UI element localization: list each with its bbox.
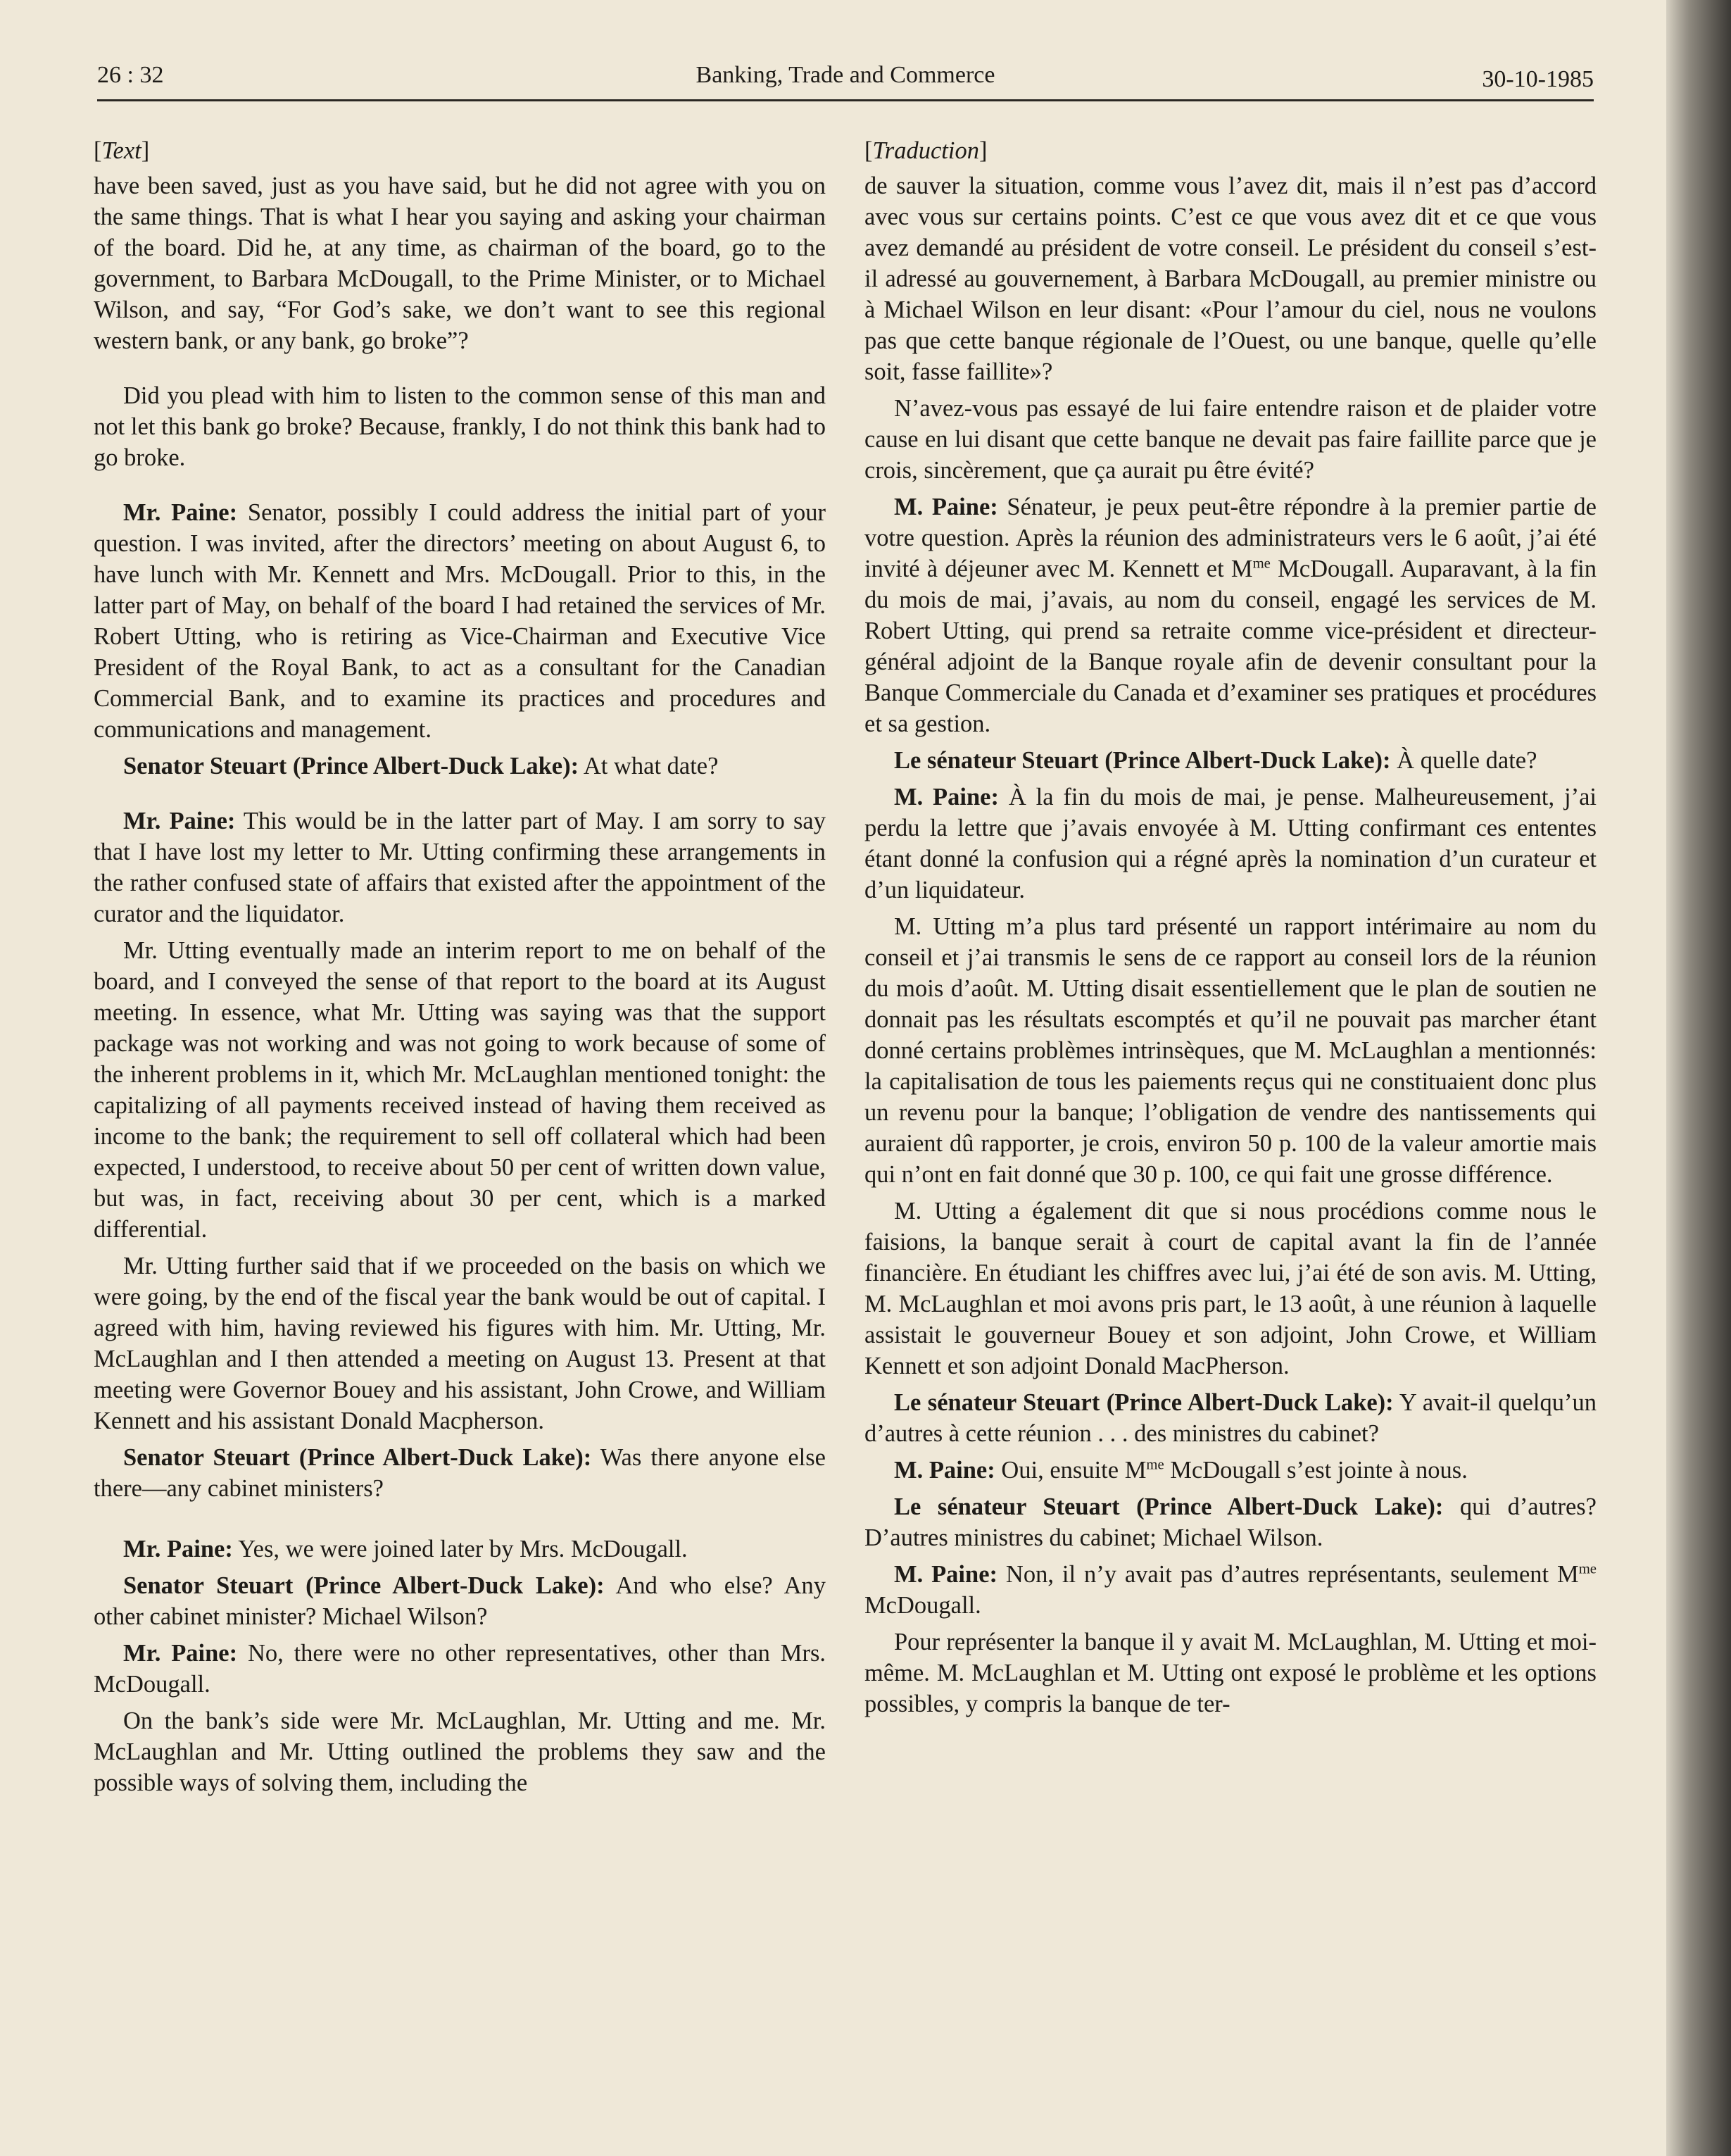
paragraph: Le sénateur Steuart (Prince Albert-Duck Lake): Y avait-il quelqu’un d’autres à cette réunion . . . des ministres du cabinet?: [864, 1389, 1597, 1447]
speaker: Mr. Paine:: [123, 1640, 238, 1667]
paragraph: M. Utting a également dit que si nous procédions comme nous le faisions, la banque serait à court de capital avant la fin de l’année financière. En étudiant les chiffres avec lui, j’ai été de son avis. M. Utting, M. McLaughlan et moi avons pris part, le 13 août, à une réunion à laquelle assistait le gouverneur Bouey et son adjoint, John Crowe, et William Kennett et son adjoint Donald MacPherson.: [864, 1198, 1597, 1379]
paragraph: N’avez-vous pas essayé de lui faire entendre raison et de plaider votre cause en lui disant que cette banque ne devait pas faire faillite parce que je crois, sincèrement, que ça aurait pu être évité?: [864, 395, 1597, 484]
paragraph: Senator Steuart (Prince Albert-Duck Lake): At what date?: [123, 753, 719, 779]
header-title: Banking, Trade and Commerce: [695, 62, 995, 88]
paragraph: Senator Steuart (Prince Albert-Duck Lake): And who else? Any other cabinet minister? Michael Wilson?: [94, 1572, 826, 1630]
paragraph: M. Utting m’a plus tard présenté un rapport intérimaire au nom du conseil et j’ai transmis le sens de ce rapport au conseil lors de la réunion du mois d’août. M. Utting disait essentiellement que le plan de soutien ne donnait pas les résultats escomptés et qu’il ne pouvait pas marcher étant donné certains problèmes intrinsèques, que M. McLaughlan a mentionnés: la capitalisation de tous les paiements reçus qui ne constituaient donc plus un revenu pour la banque; l’obligation de vendre des nantissements qui auraient dû rapporter, je crois, environ 50 p. 100 de la valeur amortie mais qui n’ont en fait donné que 30 p. 100, ce qui fait une grosse différence.: [864, 913, 1597, 1188]
column-label: [Traduction]: [864, 137, 988, 164]
french-column: [864, 135, 1597, 1725]
speaker: M. Paine:: [894, 784, 999, 810]
paragraph: M. Paine: À la fin du mois de mai, je pense. Malheureusement, j’ai perdu la lettre que j’avais envoyée à M. Utting confirmant ces ententes étant donné la confusion qui a régné après la nomination d’un curateur et d’un liquidateur.: [864, 784, 1597, 903]
header-rule: [97, 99, 1594, 101]
paragraph: M. Paine: Sénateur, je peux peut-être répondre à la premier partie de votre question. Après la réunion des administrateurs vers le 6 août, j’ai été invité à déjeuner avec M. Kennett et $M^{me}$ McDougall. Auparavant, à la fin du mois de mai, j’avais, au nom du conseil, engagé les services de M. Robert Utting, qui prend sa retraite comme vice-président et directeur-général adjoint de la Banque royale afin de devenir consultant pour la Banque Commerciale du Canada et d’examiner ses pratiques et procédures et sa gestion.: [864, 494, 1597, 737]
speaker: Senator Steuart (Prince Albert-Duck Lake):: [123, 753, 579, 779]
speaker: Le sénateur Steuart (Prince Albert-Duck Lake):: [894, 1493, 1444, 1520]
speaker: Mr. Paine:: [123, 808, 236, 834]
page-edge-shadow: [1666, 0, 1731, 2156]
speaker: M. Paine:: [894, 1457, 995, 1484]
speaker: Mr. Paine:: [123, 1536, 233, 1562]
paragraph: On the bank’s side were Mr. McLaughlan, Mr. Utting and me. Mr. McLaughlan and Mr. Utting outlined the problems they saw and the possible ways of solving them, including the: [94, 1707, 826, 1796]
paragraph: Mr. Utting eventually made an interim report to me on behalf of the board, and I conveyed the sense of that report to the board at its August meeting. In essence, what Mr. Utting was saying was that the support package was not working and was not going to work because of some of the inherent problems in it, which Mr. McLaughlan mentioned tonight: the capitalizing of all payments received instead of having them received as income to the bank; the requirement to sell off collateral which had been expected, I understood, to receive about 50 per cent of written down value, but was, in fact, receiving about 30 per cent, which is a marked differential.: [94, 937, 826, 1243]
paragraph: de sauver la situation, comme vous l’avez dit, mais il n’est pas d’accord avec vous sur certains points. C’est ce que vous avez dit et ce que vous avez demandé au président de votre conseil. Le président du conseil s’est-il adressé au gouvernement, à Barbara McDougall, au premier ministre ou à Michael Wilson en leur disant: «Pour l’amour du ciel, nous ne voulons pas que cette banque régionale de l’Ouest, ou une banque, quelle qu’elle soit, fasse faillite»?: [864, 173, 1597, 385]
speaker: Senator Steuart (Prince Albert-Duck Lake):: [123, 1444, 592, 1471]
paragraph: Did you plead with him to listen to the common sense of this man and not let this bank go broke? Because, frankly, I do not think this bank had to go broke.: [94, 382, 826, 471]
page-number: 26 : 32: [97, 62, 164, 88]
header-date: 30-10-1985: [1482, 66, 1594, 92]
paragraph: Le sénateur Steuart (Prince Albert-Duck Lake): À quelle date?: [894, 747, 1537, 774]
paragraph: M. Paine: Non, il n’y avait pas d’autres représentants, seulement $M^{me}$ McDougall.: [864, 1561, 1597, 1619]
paragraph: M. Paine: Oui, ensuite $M^{me}$ McDougall s’est jointe à nous.: [894, 1457, 1468, 1484]
speaker: M. Paine:: [894, 1561, 997, 1588]
running-header: [97, 62, 1594, 99]
speaker: Le sénateur Steuart (Prince Albert-Duck Lake):: [894, 1389, 1394, 1416]
paragraph: Mr. Utting further said that if we proceeded on the basis on which we were going, by the end of the fiscal year the bank would be out of capital. I agreed with him, having reviewed his figures with him. Mr. Utting, Mr. McLaughlan and I then attended a meeting on August 13. Present at that meeting were Governor Bouey and his assistant, John Crowe, and William Kennett and his assistant Donald Macpherson.: [94, 1253, 826, 1434]
speaker: Mr. Paine:: [123, 499, 238, 526]
column-label: [Text]: [94, 137, 150, 164]
paragraph: Mr. Paine: This would be in the latter part of May. I am sorry to say that I have lost my letter to Mr. Utting confirming these arrangements in the rather confused state of affairs that existed after the appointment of the curator and the liquidator.: [94, 808, 826, 927]
paragraph: have been saved, just as you have said, but he did not agree with you on the same things. That is what I hear you saying and asking your chairman of the board. Did he, at any time, as chairman of the board, go to the government, to Barbara McDougall, to the Prime Minister, or to Michael Wilson, and say, “For God’s sake, we don’t want to see this regional western bank, or any bank, go broke”?: [94, 173, 826, 354]
paragraph: Le sénateur Steuart (Prince Albert-Duck Lake): qui d’autres? D’autres ministres du cabinet; Michael Wilson.: [864, 1493, 1597, 1551]
speaker: M. Paine:: [894, 494, 998, 520]
paragraph: Mr. Paine: No, there were no other representatives, other than Mrs. McDougall.: [94, 1640, 826, 1698]
paragraph: Mr. Paine: Yes, we were joined later by Mrs. McDougall.: [123, 1536, 688, 1562]
speaker: Senator Steuart (Prince Albert-Duck Lake):: [123, 1572, 605, 1599]
paragraph: Mr. Paine: Senator, possibly I could address the initial part of your question. I was invited, after the directors’ meeting on about August 6, to have lunch with Mr. Kennett and Mrs. McDougall. Prior to this, in the latter part of May, on behalf of the board I had retained the services of Mr. Robert Utting, who is retiring as Vice-Chairman and Executive Vice President of the Royal Bank, to act as a consultant for the Canadian Commercial Bank, and to examine its practices and procedures and communications and management.: [94, 499, 826, 743]
english-column: [94, 135, 826, 1804]
speaker: Le sénateur Steuart (Prince Albert-Duck Lake):: [894, 747, 1391, 774]
paragraph: Senator Steuart (Prince Albert-Duck Lake): Was there anyone else there—any cabinet ministers?: [94, 1444, 826, 1502]
paragraph: Pour représenter la banque il y avait M. McLaughlan, M. Utting et moi-même. M. McLaughlan et M. Utting ont exposé le problème et les options possibles, y compris la banque de ter-: [864, 1629, 1597, 1717]
